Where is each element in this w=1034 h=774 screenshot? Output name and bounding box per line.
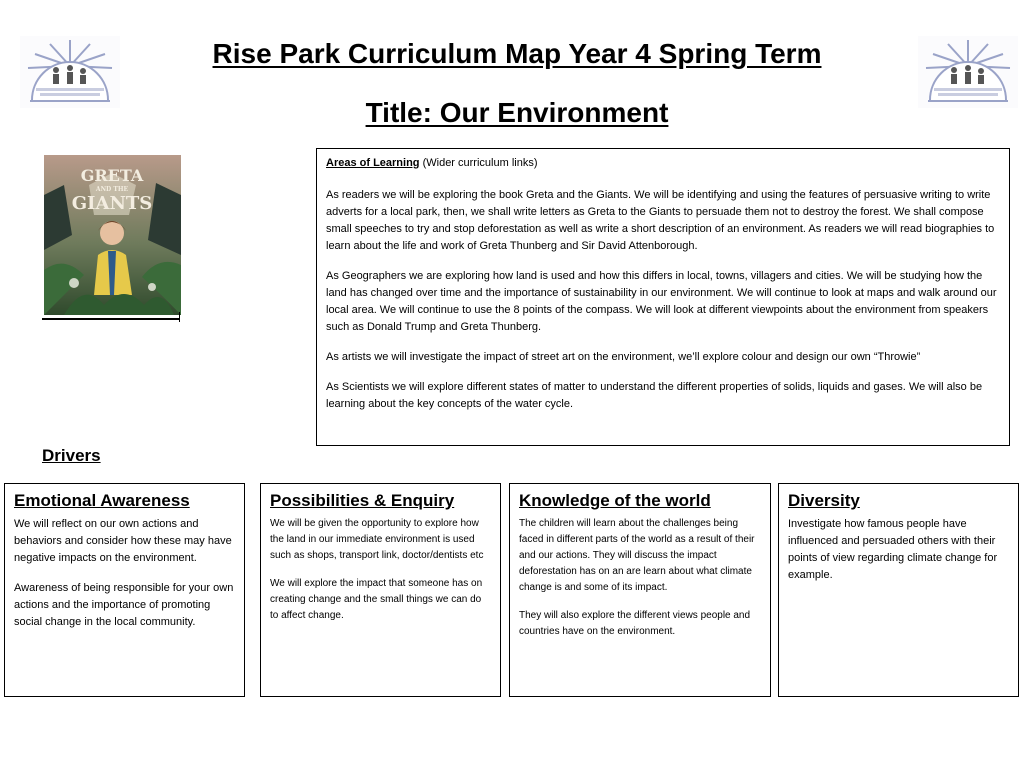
driver-box-possibilities-enquiry — [260, 483, 501, 697]
driver-text: The children will learn about the challenges being faced in different parts of the world as a result of their and our actions. They will discuss the impact deforestation has on an are learn about what climate change is and some of its impact. — [519, 518, 755, 593]
book-title-line3: GIANTS — [71, 193, 153, 214]
driver-text: Awareness of being responsible for your own actions and the importance of promoting social change in the local community. — [14, 582, 234, 628]
driver-text: They will also explore the different views people and countries have on the environment. — [519, 610, 751, 637]
school-logo-left — [20, 36, 120, 108]
page-subtitle: Title: Our Environment — [365, 97, 669, 128]
areas-paragraph-science: As Scientists we will explore different states of matter to understand the different properties of solids, liquids and gases. We will also be learning about the key concepts of the water cycle. — [326, 381, 983, 410]
driver-box-knowledge-of-the-world — [509, 483, 771, 697]
driver-text: We will explore the impact that someone has on creating change and the small things we can do to affect change. — [270, 578, 483, 621]
book-title-line1: GRETA — [80, 166, 144, 185]
driver-title: Emotional Awareness — [14, 491, 190, 510]
school-logo-right — [918, 36, 1018, 108]
driver-title: Diversity — [788, 491, 860, 510]
divider-line — [42, 318, 180, 320]
page-title: Rise Park Curriculum Map Year 4 Spring Term — [212, 38, 822, 69]
drivers-heading: Drivers — [42, 446, 101, 465]
areas-paragraph-art: As artists we will investigate the impact of street art on the environment, we’ll explore colour and design our own “Throwie” — [326, 351, 921, 363]
book-title-line2: AND THE — [95, 186, 129, 193]
driver-title: Possibilities & Enquiry — [270, 491, 455, 510]
areas-paragraph-reading: As readers we will be exploring the book Greta and the Giants. We will be identifying and using the features of persuasive writing to write adverts for a local park, then, we shall write letters as Greta to the Giants to persuade them not to destroy the forest. We shall compose small speeches to try and stop deforestation as well as write a short description of an environment. As readers we will read biographies to learn about the life and work of Greta Thunberg and Sir David Attenborough. — [326, 189, 995, 252]
driver-text: Investigate how famous people have influenced and persuaded others with their points of view regarding climate change for example. — [788, 518, 998, 581]
driver-box-emotional-awareness — [4, 483, 245, 697]
driver-title: Knowledge of the world — [519, 491, 711, 510]
areas-paragraph-geography: As Geographers we are exploring how land is used and how this differs in local, towns, villagers and cities. We will be studying how the land has changed over time and the importance of sustainability in our environment. We will continue to look at maps and walk around our local area. We will continue to use the 8 points of the compass. We will look at different viewpoints about the environment from speakers such as Donald Trump and Greta Thunberg. — [326, 270, 997, 333]
school-logo-icon — [20, 36, 120, 108]
driver-text: We will reflect on our own actions and behaviors and consider how these may have negative impacts on the environment. — [14, 518, 232, 564]
areas-heading-line — [326, 155, 1000, 172]
divider-tick — [179, 312, 180, 322]
driver-text: We will be given the opportunity to explore how the land in our immediate environment is used such as shops, transport link, doctor/dentists etc — [270, 518, 484, 561]
areas-of-learning-box — [316, 148, 1010, 446]
book-cover-image — [44, 155, 181, 315]
driver-box-diversity — [778, 483, 1019, 697]
school-logo-icon — [918, 36, 1018, 108]
areas-heading: Areas of Learning — [326, 157, 420, 169]
areas-heading-note: (Wider curriculum links) — [419, 157, 538, 169]
